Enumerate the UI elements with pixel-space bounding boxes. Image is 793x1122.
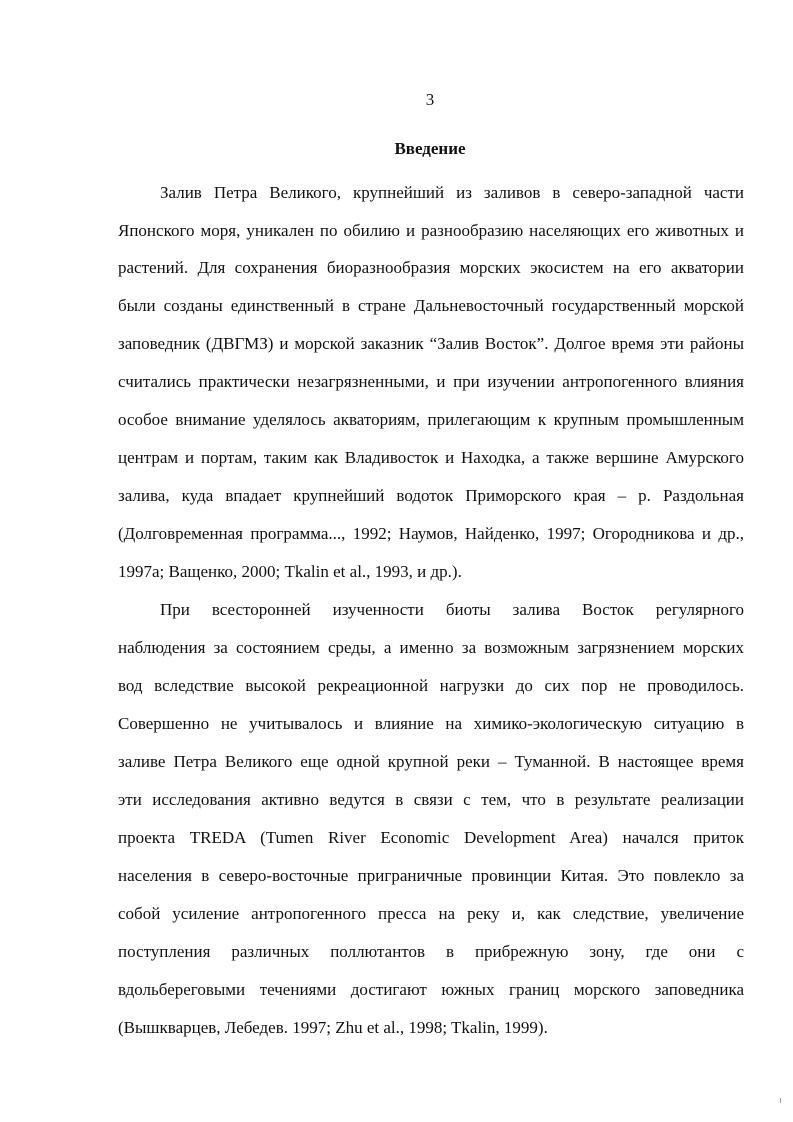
paragraph-2-line: проекта TREDA (Tumen River Economic Development Area) начался приток: [118, 828, 744, 847]
paragraph-1-line: считались практически незагрязненными, и при изучении антропогенного влияния: [118, 372, 744, 391]
paragraph-2-line: вдольбереговыми течениями достигают южных границ морского заповедника: [118, 980, 744, 999]
paragraph-2-line: заливе Петра Великого еще одной крупной реки – Туманной. В настоящее время: [118, 752, 744, 771]
paragraph-2-line: При всесторонней изученности биоты залива Восток регулярного: [160, 600, 744, 619]
paragraph-1-line: растений. Для сохранения биоразнообразия морских экосистем на его акватории: [118, 258, 744, 277]
paragraph-2-line: собой усиление антропогенного пресса на реку и, как следствие, увеличение: [118, 904, 744, 923]
paragraph-2-line: поступления различных поллютантов в прибрежную зону, где они с: [118, 942, 744, 961]
paragraph-2-line: наблюдения за состоянием среды, а именно за возможным загрязнением морских: [118, 638, 744, 657]
paragraph-1-line: заповедник (ДВГМЗ) и морской заказник “Залив Восток”. Долгое время эти районы: [118, 334, 744, 353]
paragraph-1-line: 1997а; Ващенко, 2000; Tkalin et al., 1993, и др.).: [118, 562, 462, 581]
paragraph-1-line: (Долговременная программа..., 1992; Наумов, Найденко, 1997; Огородникова и др.,: [118, 524, 744, 543]
paragraph-2-line: (Вышкварцев, Лебедев. 1997; Zhu et al., 1998; Tkalin, 1999).: [118, 1018, 548, 1037]
paragraph-2-line: населения в северо-восточные приграничные провинции Китая. Это повлекло за: [118, 866, 744, 885]
paragraph-1-line: залива, куда впадает крупнейший водоток Приморского края – р. Раздольная: [118, 486, 744, 505]
page-number: 3: [425, 90, 435, 109]
paragraph-1-line: Залив Петра Великого, крупнейший из заливов в северо-западной части: [160, 183, 744, 202]
scan-artifact: [780, 1098, 781, 1103]
paragraph-2-line: вод вследствие высокой рекреационной нагрузки до сих пор не проводилось.: [118, 676, 744, 695]
paragraph-1-line: были созданы единственный в стране Дальневосточный государственный морской: [118, 296, 744, 315]
section-heading: Введение: [394, 139, 466, 158]
paragraph-1-line: Японского моря, уникален по обилию и разнообразию населяющих его животных и: [118, 221, 744, 240]
paragraph-1-line: особое внимание уделялось акваториям, прилегающим к крупным промышленным: [118, 410, 744, 429]
paragraph-1-line: центрам и портам, таким как Владивосток и Находка, а также вершине Амурского: [118, 448, 744, 467]
paragraph-2-line: Совершенно не учитывалось и влияние на химико-экологическую ситуацию в: [118, 714, 744, 733]
paragraph-2-line: эти исследования активно ведутся в связи с тем, что в результате реализации: [118, 790, 744, 809]
